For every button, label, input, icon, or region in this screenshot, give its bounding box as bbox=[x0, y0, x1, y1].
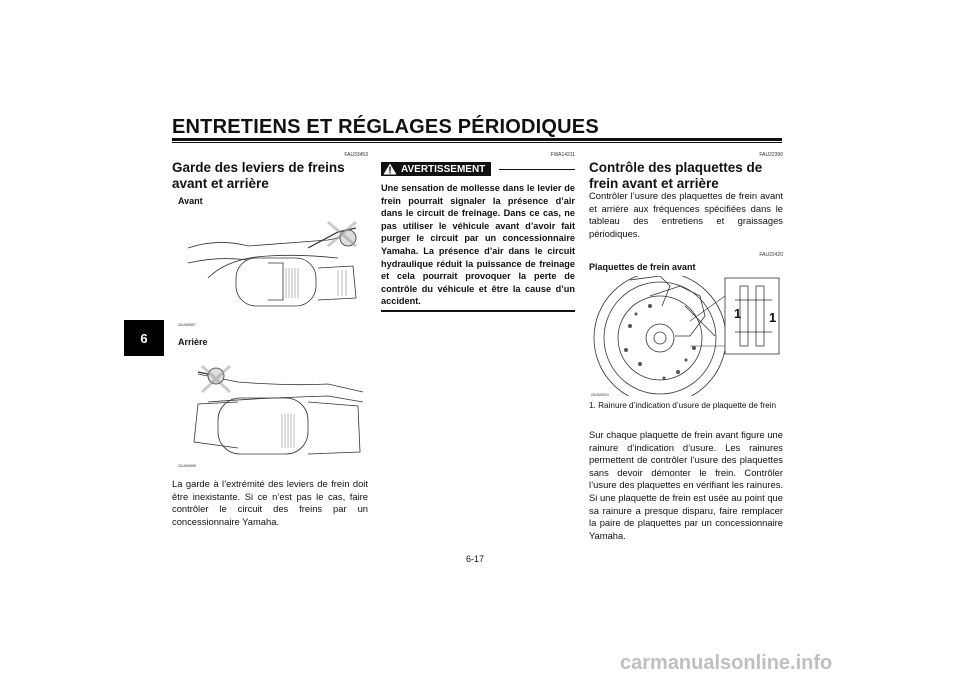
subheading-front-pads: Plaquettes de frein avant bbox=[589, 262, 696, 272]
warning-badge bbox=[381, 162, 491, 176]
figure-caption: 1. Rainure d’indication d’usure de plaquette de frein bbox=[589, 401, 777, 410]
warning-header-rule bbox=[499, 169, 575, 170]
front-lever-illustration bbox=[178, 218, 368, 328]
section-code-pads: FAU22390 bbox=[759, 152, 783, 158]
figure-code-pads: ZAUM0903 bbox=[591, 393, 609, 397]
section-title-lever-play: Garde des leviers de freins avant et arrière bbox=[172, 160, 345, 191]
warning-triangle-icon bbox=[383, 163, 397, 175]
subheading-rear: Arrière bbox=[178, 337, 208, 347]
header-rule bbox=[172, 138, 782, 141]
chapter-tab: 6 bbox=[124, 320, 164, 356]
warning-header bbox=[381, 161, 575, 177]
rear-lever-illustration bbox=[178, 362, 368, 470]
callout-1-left: 1 bbox=[734, 306, 742, 321]
warning-end-rule bbox=[381, 310, 575, 312]
section-code-front-pads: FAU22420 bbox=[759, 252, 783, 258]
warning-text: Une sensation de mollesse dans le levier de frein pourrait signaler la présence d’air dans le circuit de freinage. Dans ce cas, ne pas utiliser le véhicule avant d’avoir fait purger le circuit par un concessionnaire Yamaha. La présence d’air dans le circuit hydraulique réduit la puissance de freinage et cela pourrait provoquer la perte de contrôle du véhicule et être la cause d’un accident. bbox=[381, 183, 575, 307]
lever-play-paragraph: La garde à l’extrémité des leviers de frein doit être inexistante. Si ce n’est pas le cas, faire contrôler le circuit des freins par un concessionnaire Yamaha. bbox=[172, 478, 368, 527]
warning-label: AVERTISSEMENT bbox=[401, 163, 486, 175]
brake-pads-intro: Contrôler l’usure des plaquettes de frein avant et arrière aux fréquences spécifiées dans le tableau des entretiens et graissages périodiques. bbox=[589, 190, 783, 239]
figure-code-front: ZAUM0897 bbox=[178, 323, 196, 327]
front-brake-illustration bbox=[590, 276, 782, 396]
section-code: FAU33453 bbox=[344, 152, 368, 158]
section-title-brake-pads: Contrôle des plaquettes de frein avant et arrière bbox=[589, 160, 763, 191]
subheading-front: Avant bbox=[178, 196, 203, 206]
warning-code: FWA14211 bbox=[550, 152, 575, 158]
callout-1-right: 1 bbox=[769, 310, 777, 325]
page-header-title: ENTRETIENS ET RÉGLAGES PÉRIODIQUES bbox=[172, 116, 599, 138]
brake-pads-paragraph: Sur chaque plaquette de frein avant figure une rainure d’indication d’usure. Les rainures permettent de contrôler l’usure des plaquettes sans devoir démonter le frein. Contrôler l’usure des plaquettes en vérifiant les rainures. Si une plaquette de frein est usée au point que sa rainure a presque disparu, faire remplacer la paire de plaquettes par un concessionnaire Yamaha. bbox=[589, 429, 783, 541]
header-rule-thin bbox=[172, 142, 782, 143]
watermark: carmanualsonline.info bbox=[620, 652, 833, 674]
page-number: 6-17 bbox=[466, 554, 485, 564]
figure-code-rear: ZAUM0898 bbox=[178, 464, 196, 468]
